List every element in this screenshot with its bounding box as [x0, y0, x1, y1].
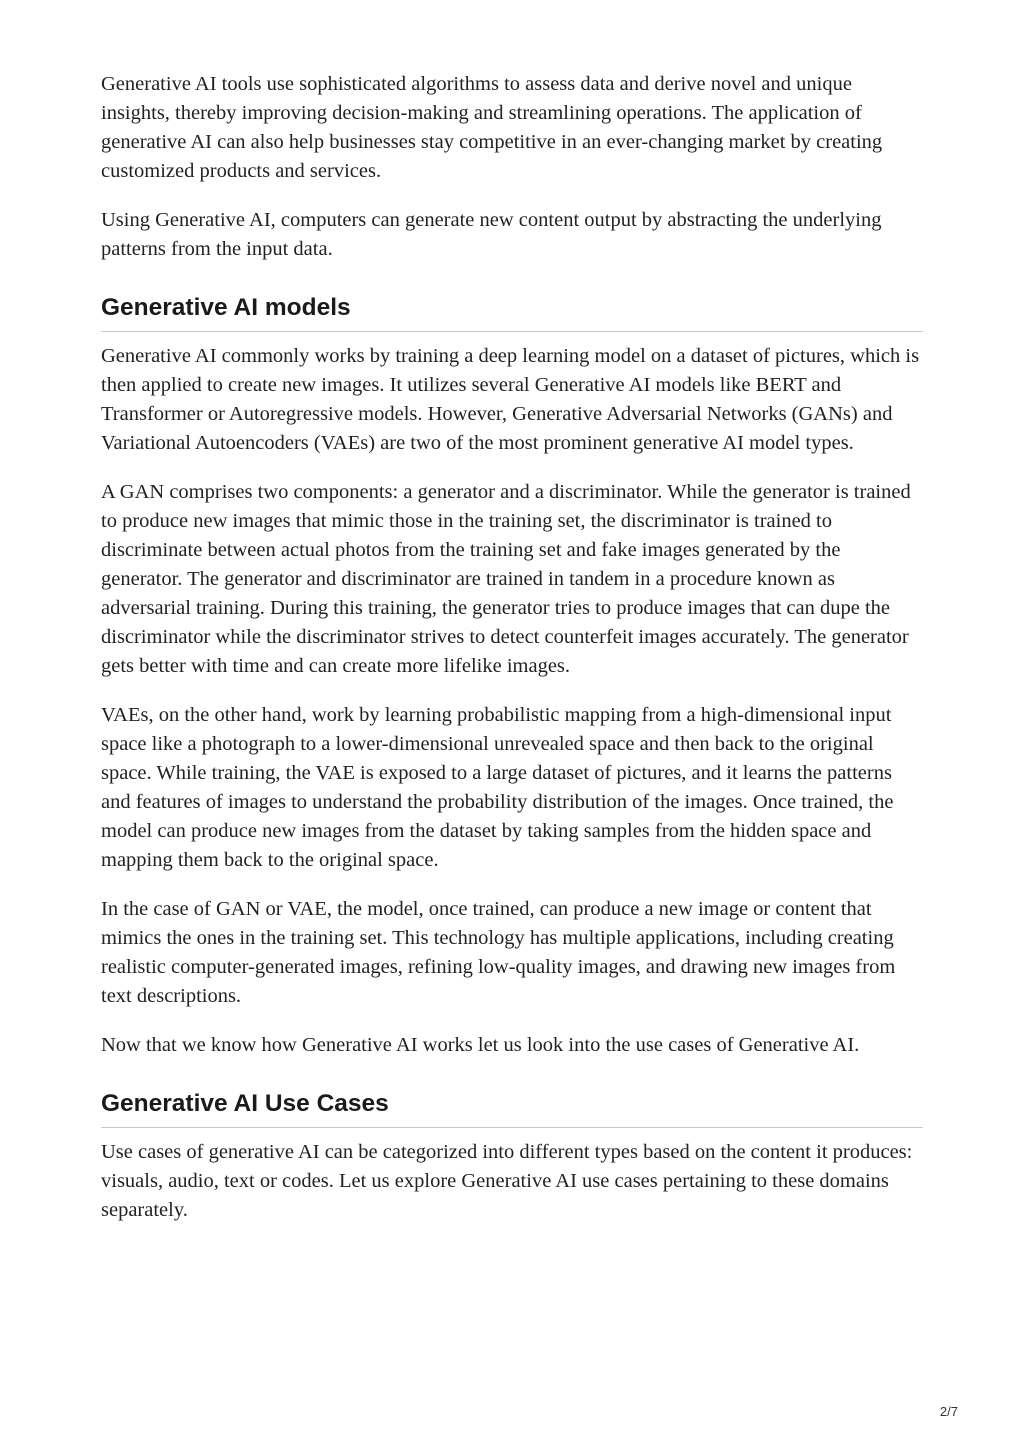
- use-cases-paragraph-1: Use cases of generative AI can be categorized into different types based on the content it produces: visuals, audio, text or codes. Let us explore Generative AI use cases pertaining to these domains separately.: [101, 1141, 913, 1221]
- section-heading-use-cases: Generative AI Use Cases: [101, 1089, 923, 1128]
- models-paragraph-4: In the case of GAN or VAE, the model, once trained, can produce a new image or content that mimics the ones in the training set. This technology has multiple applications, including creating realistic computer-generated images, refining low-quality images, and drawing new images from text descriptions.: [101, 898, 896, 1007]
- models-paragraph-3: VAEs, on the other hand, work by learning probabilistic mapping from a high-dimensional input space like a photograph to a lower-dimensional unrevealed space and then back to the original space. While training, the VAE is exposed to a large dataset of pictures, and it learns the patterns and features of images to understand the probability distribution of the images. Once trained, the model can produce new images from the dataset by taking samples from the hidden space and mapping them back to the original space.: [101, 704, 894, 871]
- models-paragraph-2: A GAN comprises two components: a generator and a discriminator. While the generator is trained to produce new images that mimic those in the training set, the discriminator is trained to discriminate between actual photos from the training set and fake images generated by the generator. The generator and discriminator are trained in tandem in a procedure known as adversarial training. During this training, the generator tries to produce images that can dupe the discriminator while the discriminator strives to detect counterfeit images accurately. The generator gets better with time and can create more lifelike images.: [101, 481, 911, 677]
- intro-paragraph-1: Generative AI tools use sophisticated algorithms to assess data and derive novel and unique insights, thereby improving decision-making and streamlining operations. The application of generative AI can also help businesses stay competitive in an ever-changing market by creating customized products and services.: [101, 73, 883, 182]
- page-number: 2/7: [939, 1404, 958, 1419]
- document-page: [101, 70, 923, 1245]
- models-paragraph-5: Now that we know how Generative AI works let us look into the use cases of Generative AI.: [101, 1034, 860, 1056]
- models-paragraph-1: Generative AI commonly works by training a deep learning model on a dataset of pictures, which is then applied to create new images. It utilizes several Generative AI models like BERT and Transformer or Autoregressive models. However, Generative Adversarial Networks (GANs) and Variational Autoencoders (VAEs) are two of the most prominent generative AI model types.: [101, 345, 920, 454]
- intro-paragraph-2: Using Generative AI, computers can generate new content output by abstracting the underlying patterns from the input data.: [101, 209, 882, 260]
- section-heading-models: Generative AI models: [101, 293, 923, 332]
